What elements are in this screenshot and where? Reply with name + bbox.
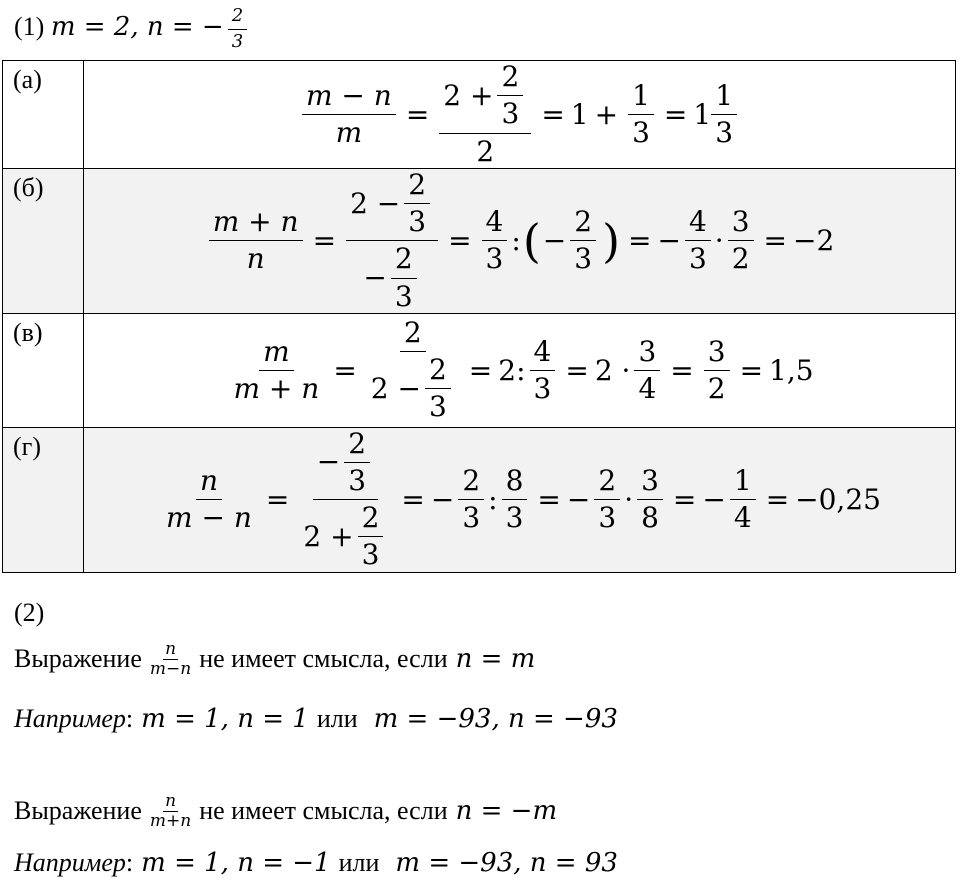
equation-g: n m − n = − $\frac{2}{3}$ 2 + $\frac{2}{3}$ = − $\frac{2}{3}$ : $\frac{8}{3}$ = − $\frac{2}{3}$ · $\frac{3}{8}$ = − $\frac{1}{4}$ = −0,25 (166, 426, 881, 572)
example-2-b: m = −93, n = 93 (395, 848, 618, 878)
equation-cell-v (84, 313, 956, 427)
part1-heading (14, 6, 251, 52)
equation-cell-g (84, 427, 956, 572)
solution-row-g (3, 427, 956, 572)
part2-example-2: Например : m = 1, n = −1 или m = −93, n = 93 (14, 848, 618, 878)
statement-2-fraction: $\frac{n}{m+n}$ (149, 791, 192, 831)
part2-heading: (2) (14, 598, 45, 627)
given-fraction: $\frac{2}{3}$ (228, 6, 247, 52)
solution-row-b (3, 169, 956, 314)
solution-row-v (3, 313, 956, 427)
equation-cell-a (84, 61, 956, 169)
part2-statement-1 (14, 640, 535, 678)
statement-2-prefix: Выражение (14, 796, 142, 826)
row-label-v: (в) (3, 313, 84, 427)
equation-b: m + n n = 2 − $\frac{2}{3}$ − $\frac{2}{3}$ = $\frac{4}{3}$ : ( − $\frac{2}{3}$ ) = − $\frac{4}{3}$ · $\frac{3}{2}$ = −2 (205, 169, 835, 313)
part1-number: (1) (14, 12, 45, 42)
solutions-table (2, 60, 956, 573)
example-2-label: Например (14, 848, 126, 877)
row-label-a: (а) (3, 61, 84, 169)
statement-1-fraction: $\frac{n}{m-n}$ (149, 639, 192, 679)
statement-2-condition: n = −m (455, 796, 558, 827)
example-2-a: m = 1, n = −1 (141, 848, 331, 878)
equation-v: m m + n = 2 2 − $\frac{2}{3}$ = 2: $\frac{4}{3}$ = 2 · $\frac{3}{4}$ = $\frac{3}{2}$ = 1,5 (233, 315, 814, 424)
part2-statement-2 (14, 792, 557, 830)
equation-a: m − n m = 2 + $\frac{2}{3}$ 2 = 1 + $\frac{1}{3}$ = 1 $\frac{1}{3}$ (298, 61, 741, 168)
row-label-b: (б) (3, 169, 84, 314)
example-1-or: или (316, 704, 358, 733)
statement-2-suffix: не имеет смысла, если (199, 796, 448, 826)
statement-1-condition: n = m (455, 644, 536, 675)
part2-example-1: Например : m = 1, n = 1 или m = −93, n = −93 (14, 704, 618, 734)
equation-cell-b (84, 169, 956, 314)
statement-1-suffix: не имеет смысла, если (199, 644, 448, 674)
part1-given-values: m = 2, n = − (50, 12, 224, 43)
example-1-label: Например (14, 704, 126, 733)
solution-row-a (3, 61, 956, 169)
row-label-g: (г) (3, 427, 84, 572)
example-1-b: m = −93, n = −93 (373, 704, 618, 734)
statement-1-prefix: Выражение (14, 644, 142, 674)
example-2-or: или (338, 848, 380, 877)
example-1-a: m = 1, n = 1 (141, 704, 309, 734)
